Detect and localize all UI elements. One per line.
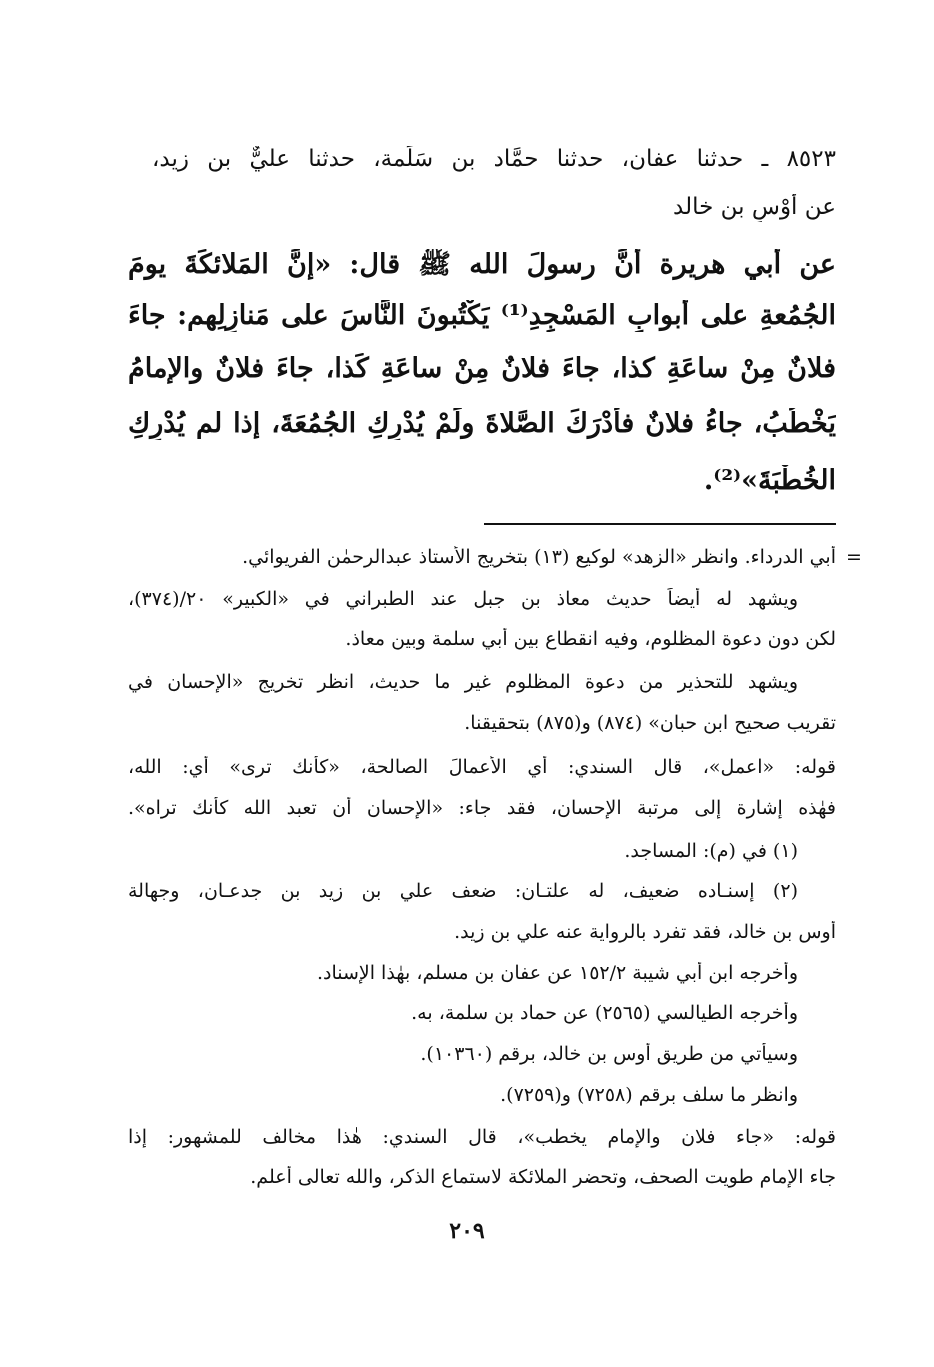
- continuation-mark: =: [846, 546, 862, 568]
- footnote-line-14: وانظر ما سلف برقم (٧٢٥٨) و(٧٢٥٩).: [500, 1084, 798, 1106]
- footnote-line-12: وأخرجه الطيالسي (٢٥٦٥) عن حماد بن سلمة، به.: [411, 1002, 798, 1024]
- footnote-line-16: جاء الإمام طويت الصحف، وتحضر الملائكة لاستماع الذكر، والله تعالى أعلم.: [250, 1166, 836, 1188]
- hadith-matn-line-3: فلانٌ مِنْ ساعَةِ كذا، جاءَ فلانٌ مِنْ ساعَةِ كَذا، جاءَ فلانٌ والإمامُ: [128, 353, 836, 384]
- hadith-matn-line-1: عن أبي هريرة أنَّ رسولَ الله ﷺ قال: «إنَّ المَلائكَةَ يومَ: [128, 249, 836, 280]
- footnote-line-4: ويشهد للتحذير من دعوة المظلوم غير ما حديث، انظر تخريج «الإحسان في: [128, 671, 798, 693]
- footnote-line-15: قوله: «جاء فلان والإمام يخطب»، قال السندي: هٰذا مخالف للمشهور: إذا: [128, 1126, 836, 1148]
- hadith-isnad-line-1: ٨٥٢٣ ـ حدثنا عفان، حدثنا حمَّاد بن سَلَمة، حدثنا عليٌّ بن زيد،: [152, 146, 836, 172]
- footnote-line-6: قوله: «اعمل»، قال السندي: أي الأعمالَ الصالحة، «كأنك ترى» أي: الله،: [128, 756, 836, 778]
- footnote-line-2: ويشهد له أيضاً حديث معاذ بن جبل عند الطبراني في «الكبير» ٢٠/(٣٧٤)،: [128, 588, 798, 610]
- footnote-line-10: أوس بن خالد، فقد تفرد بالرواية عنه علي بن زيد.: [454, 921, 836, 943]
- footnote-line-3: لكن دون دعوة المظلوم، وفيه انقطاع بين أبي سلمة وبين معاذ.: [345, 628, 836, 650]
- footnote-line-8: (١) في (م): المساجد.: [624, 840, 798, 862]
- hadith-isnad-line-2: عن أَوْسِ بن خالد: [673, 194, 836, 220]
- footnote-line-9: (٢) إسنـاده ضعيف، له علتـان: ضعف علي بن زيد بن جدعـان، وجهالة: [128, 880, 798, 902]
- footnote-line-13: وسيأتي من طريق أوس بن خالد، برقم (١٠٣٦٠).: [420, 1043, 798, 1065]
- hadith-matn-line-2: الجُمُعةِ على أبوابِ المَسْجِدِ⁽¹⁾ يَكْتُبونَ النَّاسَ على مَنازِلِهم: جاءَ: [128, 300, 836, 331]
- page-number: ٢٠٩: [449, 1218, 485, 1244]
- footnote-line-7: فهٰذه إشارة إلى مرتبة الإحسان، فقد جاء: «الإحسان أن تعبد الله كأنك تراه».: [128, 797, 836, 819]
- footnote-separator: [484, 523, 836, 525]
- hadith-matn-line-4: يَخْطُبُ، جاءُ فلانٌ فأدْرَكَ الصَّلاةَ ولَمْ يُدْرِكِ الجُمُعَةَ، إذا لم يُدْرِكِ: [128, 408, 836, 439]
- footnote-line-1: أبي الدرداء. وانظر «الزهد» لوكيع (١٣) بتخريج الأستاذ عبدالرحمٰن الفريوائي.: [242, 546, 836, 568]
- footnote-line-11: وأخرجه ابن أبي شيبة ١٥٢/٢ عن عفان بن مسلم، بهٰذا الإسناد.: [316, 962, 798, 984]
- footnote-line-5: تقريب صحيح ابن حبان» (٨٧٤) و(٨٧٥) بتحقيقنا.: [464, 712, 836, 734]
- hadith-matn-line-5: الخُطْبَةَ»⁽²⁾.: [703, 465, 836, 496]
